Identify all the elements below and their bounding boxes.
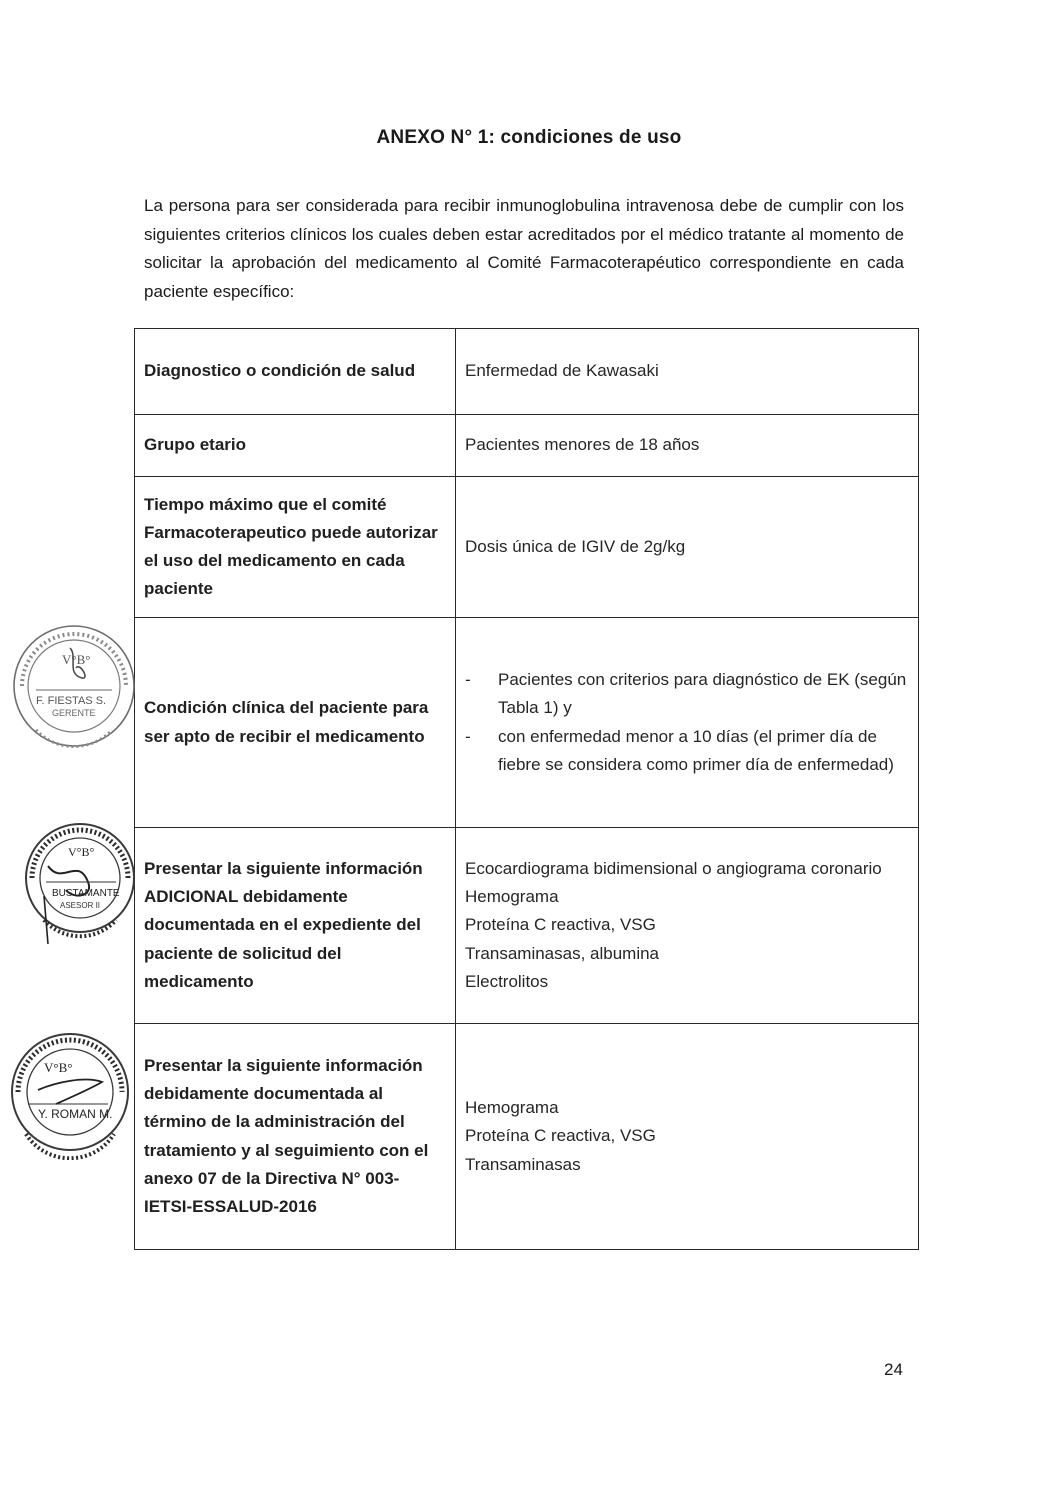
list-item: Ecocardiograma bidimensional o angiograma coronario [465,858,882,878]
list-item: - Pacientes con criterios para diagnóstico de EK (según Tabla 1) y [465,666,909,722]
svg-text:V°B°: V°B° [62,652,91,667]
table-row [135,1024,919,1250]
table-row [135,329,919,415]
svg-text:V°B°: V°B° [44,1060,73,1075]
row-value: Dosis única de IGIV de 2g/kg [456,477,919,618]
list-item: Proteína C reactiva, VSG [465,1126,656,1146]
approval-stamp-seal [18,816,136,946]
table-row [135,415,919,477]
row-value [456,618,919,828]
row-value: Enfermedad de Kawasaki [456,329,919,415]
table-row [135,828,919,1024]
list-item: Transaminasas [465,1154,581,1174]
table-row [135,618,919,828]
svg-text:F. FIESTAS S.: F. FIESTAS S. [36,695,107,707]
list-item: Transaminasas, albumina [465,943,660,963]
list-item: Hemograma [465,1098,559,1118]
svg-text:Y. ROMAN M.: Y. ROMAN M. [38,1107,113,1121]
row-value [456,1024,919,1250]
list-item: Proteína C reactiva, VSG [465,915,656,935]
page-title: ANEXO N° 1: condiciones de uso [376,127,682,148]
row-label: Grupo etario [135,415,456,477]
row-label: Condición clínica del paciente para ser apto de recibir el medicamento [135,618,456,828]
approval-stamp-seal [4,1026,134,1160]
svg-text:GERENTE: GERENTE [52,708,96,718]
intro-paragraph [144,192,904,306]
svg-text:BUSTAMANTE: BUSTAMANTE [52,888,120,899]
row-label: Presentar la siguiente información debidamente documentada al término de la administración del tratamiento y al seguimiento con el anexo 07 de la Directiva N° 003-IETSI-ESSALUD-2016 [135,1024,456,1250]
approval-stamp-seal [6,618,142,754]
svg-text:V°B°: V°B° [68,845,95,859]
criteria-list [465,666,909,779]
table-row [135,477,919,618]
intro-text: La persona para ser considerada para recibir inmunoglobulina intravenosa debe de cumplir con los siguientes criterios clínicos los cuales deben estar acreditados por el médico tratante al momento de solicitar la aprobación del medicamento al Comité Farmacoterapéutico correspondiente en cada paciente específico: [144,196,904,301]
conditions-table [134,328,919,1250]
row-value: Pacientes menores de 18 años [456,415,919,477]
row-label: Tiempo máximo que el comité Farmacoterapeutico puede autorizar el uso del medicamento en cada paciente [135,477,456,618]
row-label: Diagnostico o condición de salud [135,329,456,415]
svg-text:ASESOR II: ASESOR II [60,901,101,910]
list-item: Electrolitos [465,971,549,991]
list-item: - con enfermedad menor a 10 días (el primer día de fiebre se considera como primer día de enfermedad) [465,723,909,779]
row-label: Presentar la siguiente información ADICIONAL debidamente documentada en el expediente del paciente de solicitud del medicamento [135,828,456,1024]
page-number: 24 [884,1360,903,1379]
list-item: Hemograma [465,887,559,907]
row-value [456,828,919,1024]
